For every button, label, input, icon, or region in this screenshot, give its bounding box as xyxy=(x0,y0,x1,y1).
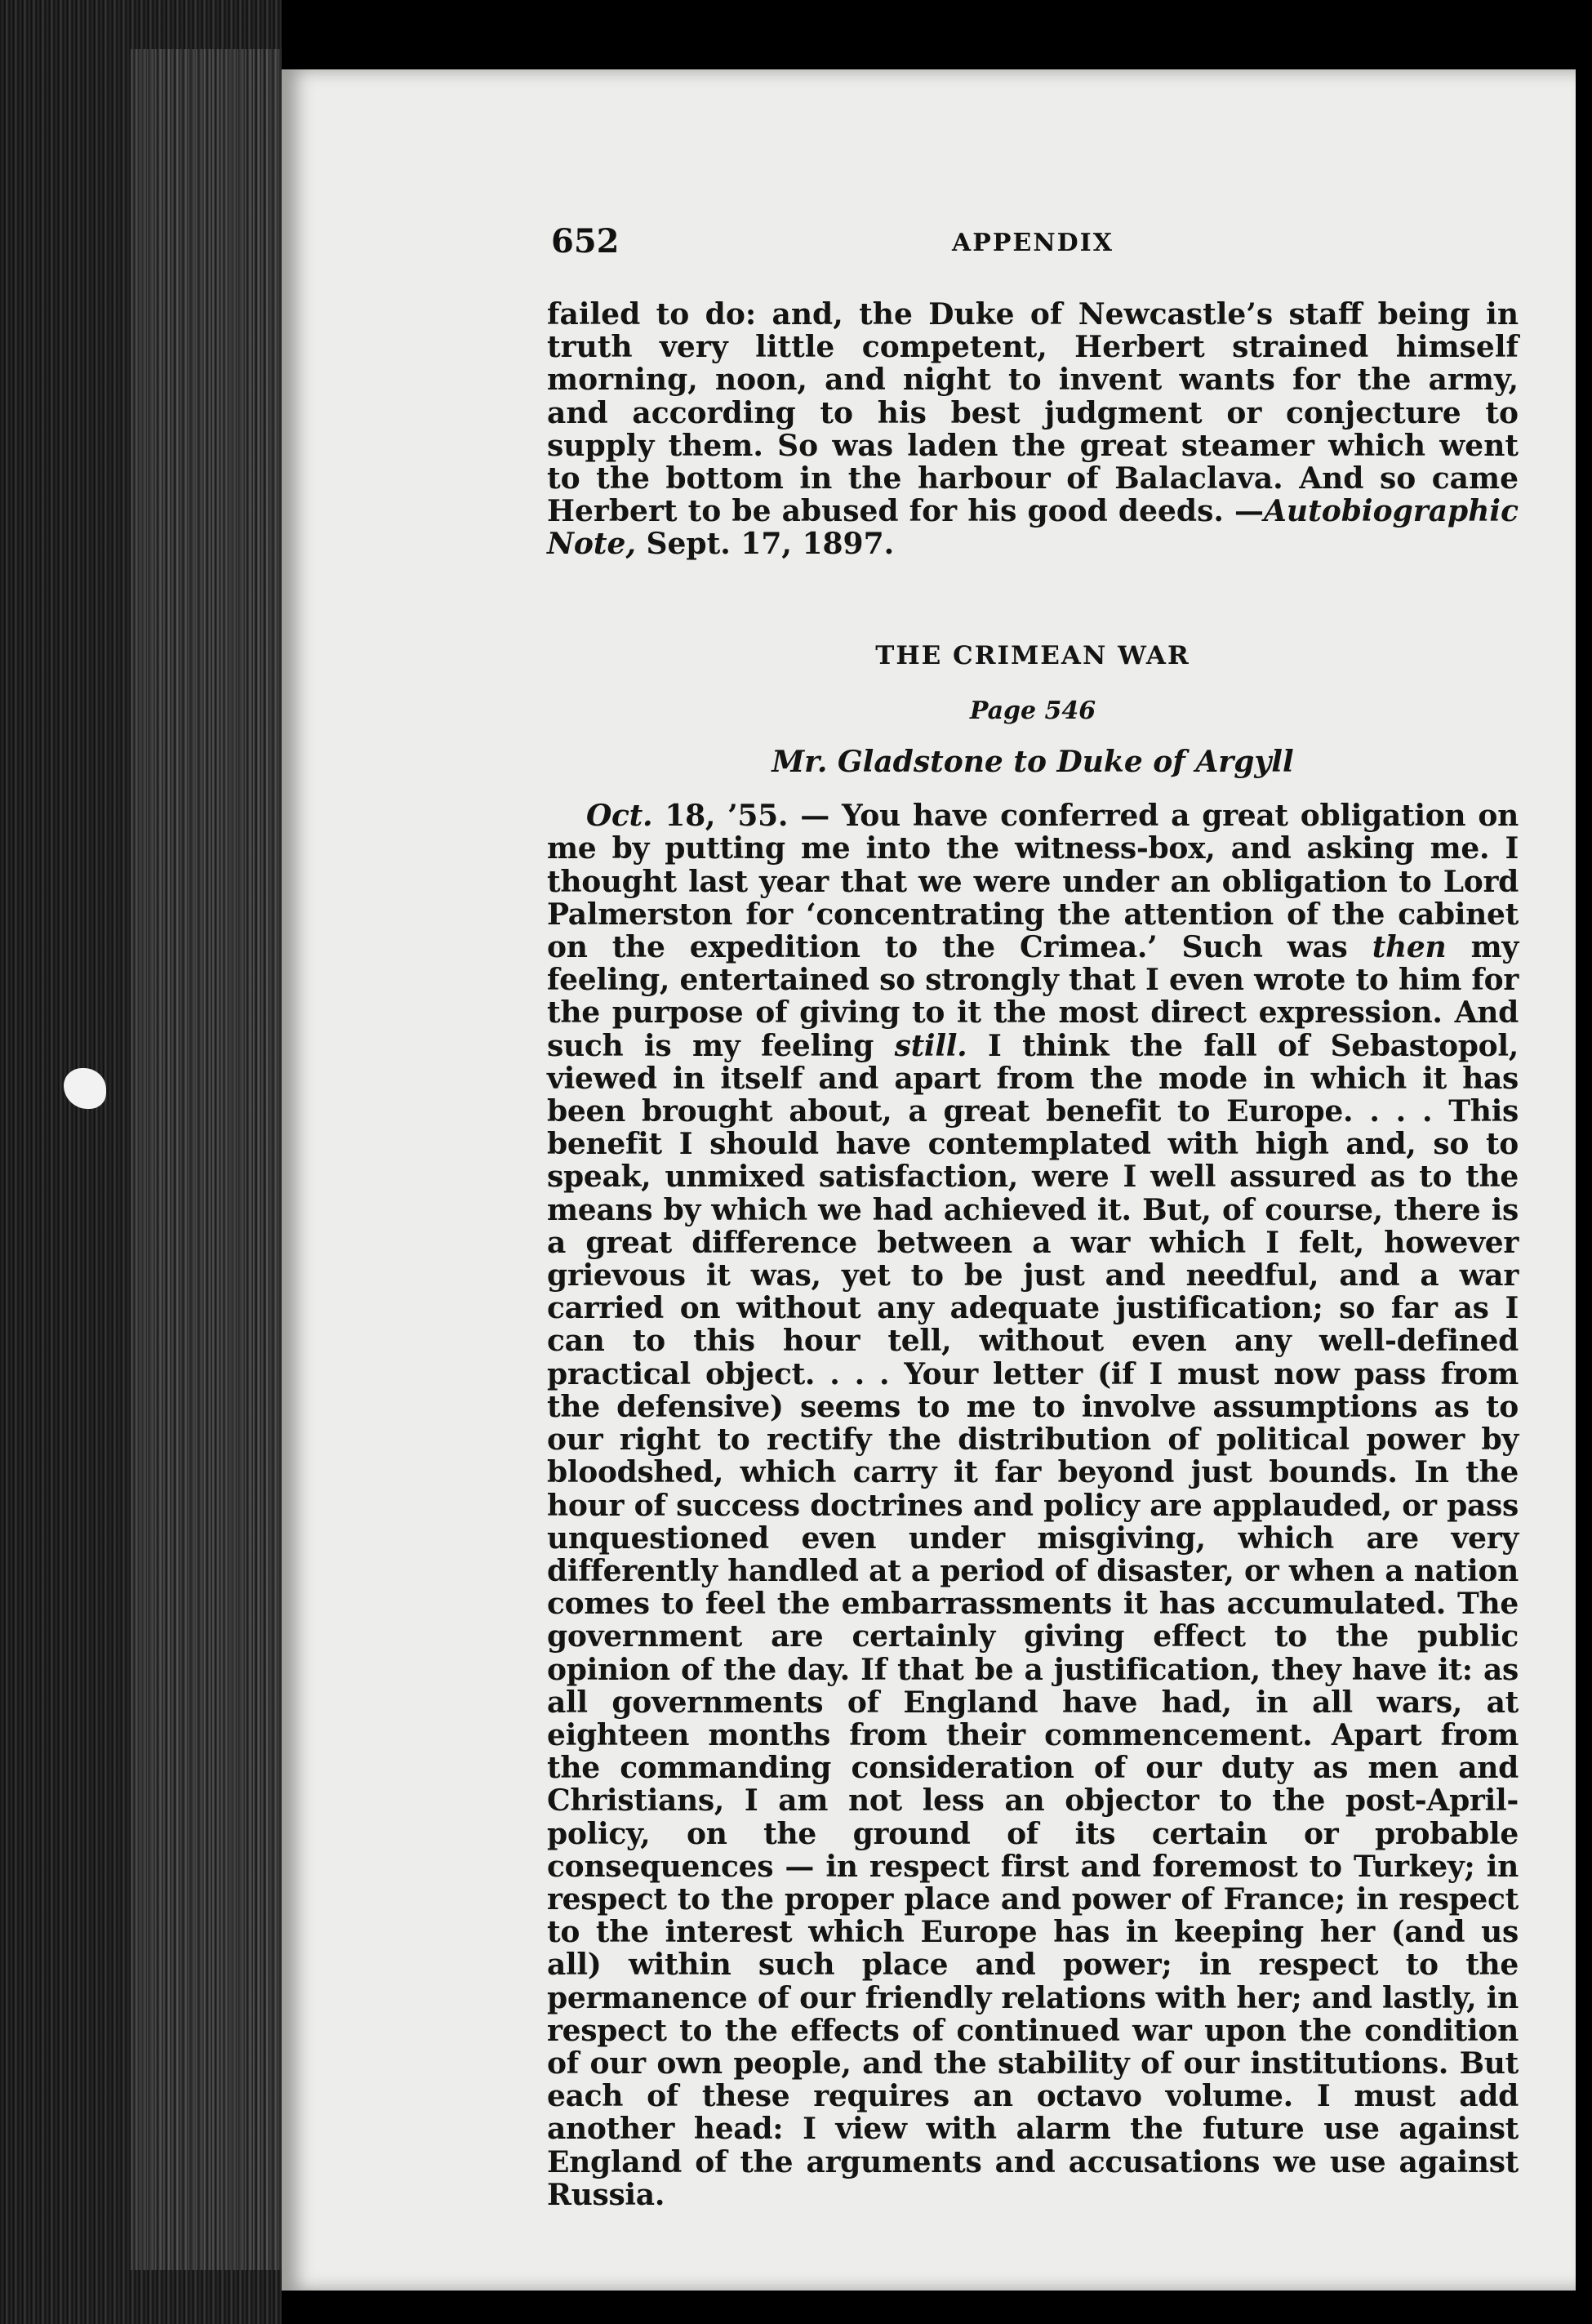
running-title: APPENDIX xyxy=(951,229,1114,257)
letter-heading: Mr. Gladstone to Duke of Argyll xyxy=(772,745,1294,780)
letter-text-3: I think the fall of Sebastopol, viewed in itself and apart from the mode in which it has been brought about, a great benefit to Europe. . . . This benefit I should have contemplated with high and, so to speak, unmixed satisfaction, were I well assured as to the means by which we had achieved it. But, of course, there is a great difference between a war which I felt, however grievous it was, yet to be just and needful, and a war carried on without any adequate justification; so far as I can to this hour tell, without even any well-defined practical object. . . . Your letter (if I must now pass from the defensive) seems to me to involve assumptions as to our right to rectify the distribution of political power by bloodshed, which carry it far beyond just bounds. In the hour of success doctrines and policy are applauded, or pass unquestioned even under misgiving, which are very differently handled at a period of disaster, or when a nation comes to feel the embarrassments it has accumulated. The government are certainly giving effect to the public opinion of the day. If that be a justification, they have it: as all governments of England have had, in all wars, at eighteen months from their commencement. Apart from the commanding consideration of our duty as men and Christians, I am not less an objector to the post-April-policy, on the ground of its certain or probable consequences — in respect first and foremost to Turkey; in respect to the proper place and power of France; in respect to the interest which Europe has in keeping her (and us all) within such place and power; in respect to the permanence of our friendly relations with her; and lastly, in respect to the effects of continued war upon the condition of our own people, and the stability of our institutions. But each of these requires an octavo volume. I must add another head: I view with alarm the future use against England of the arguments and accusations we use against Russia. xyxy=(547,1028,1519,2212)
page-number: 652 xyxy=(551,222,620,260)
letter-text-1: You have conferred a great obligation on me by putting me into the witness-box, and asking me. I thought last year that we were under an obligation to Lord Palmerston for ‘concentrating the attention of the cabinet on the expedition to the Crimea.’ Such was xyxy=(547,799,1519,965)
source-date: Sept. 17, 1897. xyxy=(635,527,895,562)
section-page-reference: Page 546 xyxy=(969,696,1096,725)
page-body xyxy=(547,298,1519,2211)
letter-date: 18, ’55. — xyxy=(652,799,843,834)
page-header xyxy=(547,222,1519,271)
emphasis-still: still. xyxy=(894,1028,967,1063)
letter-text-2: my feeling, entertained so strongly that I even wrote to him for the purpose of giving to it the most direct expression. And such is my feeling xyxy=(547,930,1519,1063)
letter-date-month: Oct. xyxy=(586,799,653,834)
opening-text: failed to do: and, the Duke of Newcastle’s staff being in truth very little competent, Herbert strained himself morning, noon, and night to invent wants for the army, and according to his best judgment or conjecture to supply them. So was laden the great steamer which went to the bottom in the harbour of Balaclava. And so came Herbert to be abused for his good deeds. — xyxy=(547,297,1519,529)
section-title: THE CRIMEAN WAR xyxy=(875,640,1190,670)
letter-body xyxy=(547,799,1519,2211)
scan-border xyxy=(1576,0,1592,2324)
opening-paragraph xyxy=(547,298,1519,561)
page-edges-shadow xyxy=(131,49,282,2270)
source-title: Autobiographic Note, xyxy=(547,494,1519,562)
emphasis-then: then xyxy=(1372,930,1447,965)
